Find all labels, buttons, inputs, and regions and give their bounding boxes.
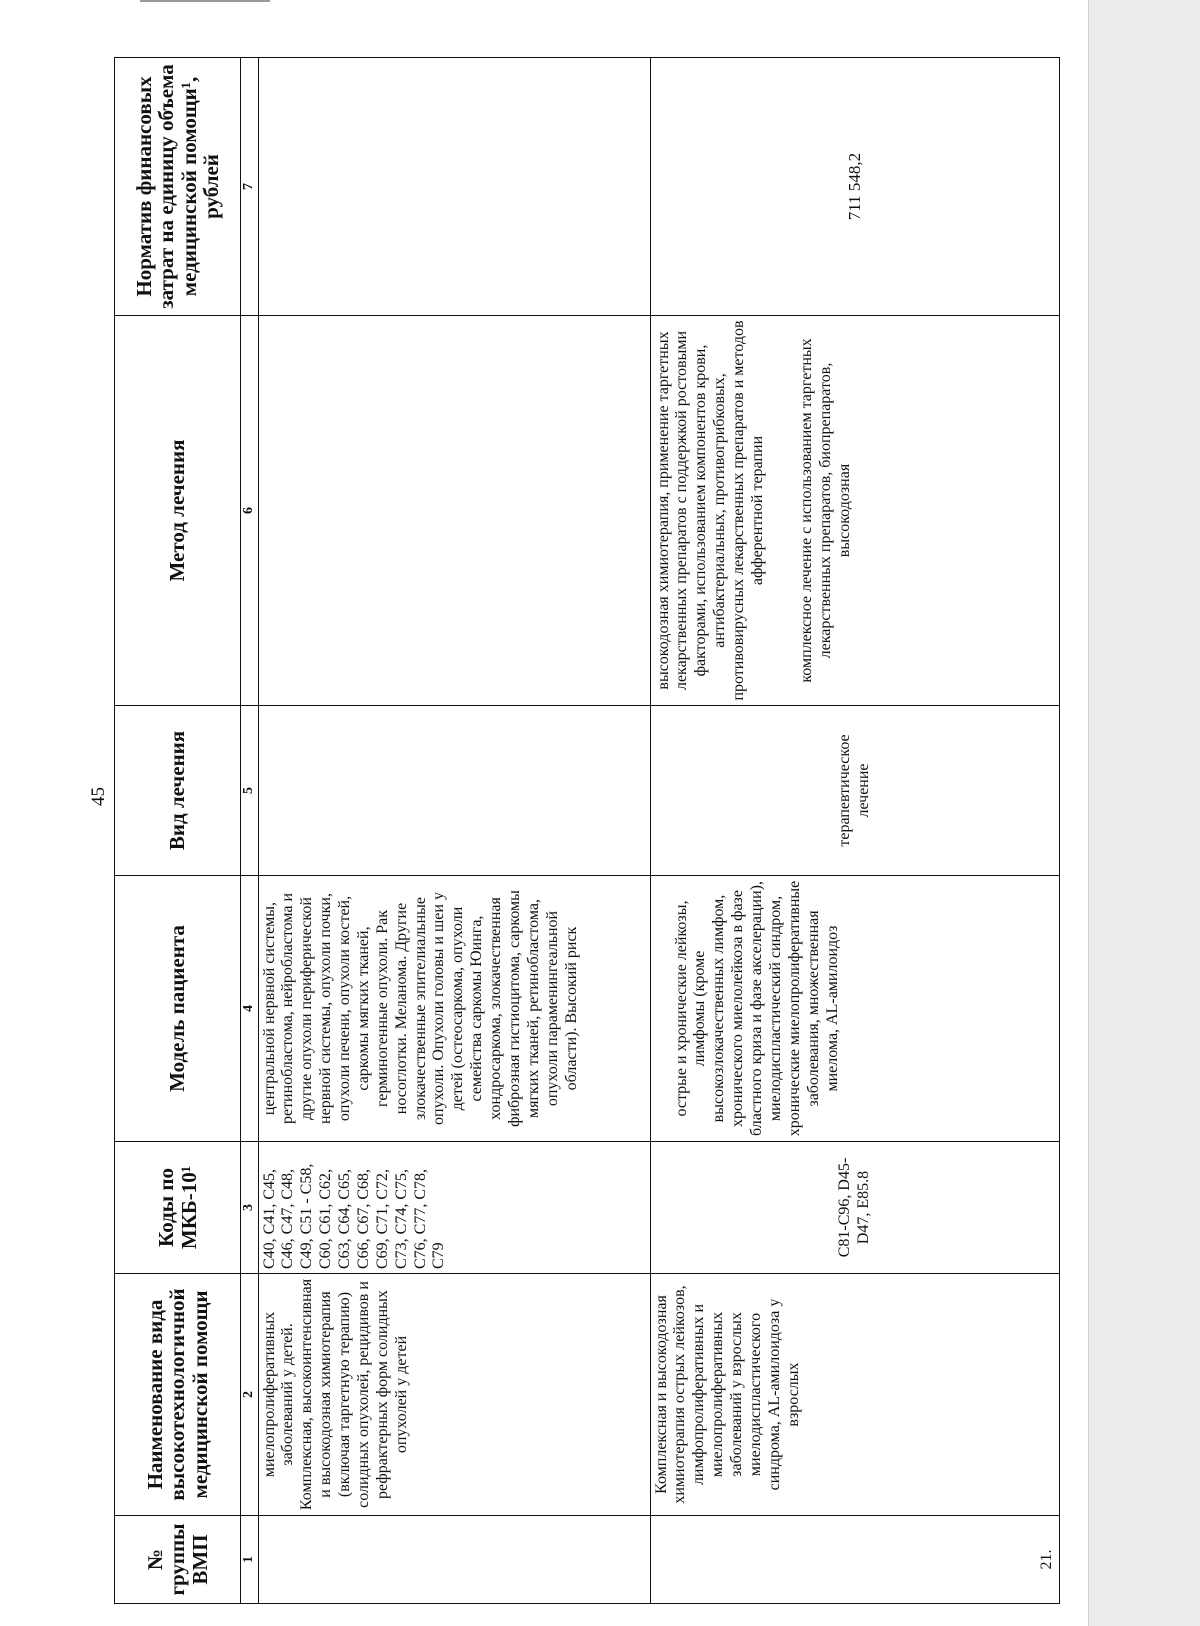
header-codes: Коды по МКБ-10¹ bbox=[115, 1142, 241, 1274]
row1-cost bbox=[258, 58, 650, 316]
row2-method bbox=[650, 316, 1059, 706]
row1-method bbox=[258, 316, 650, 706]
row2-codes: C81-C96, D45-D47, E85.8 bbox=[650, 1142, 1059, 1274]
colnum-3: 3 bbox=[241, 1142, 259, 1274]
row2-method-b: комплексное лечение с использованием таргетных лекарственных препаратов, биопрепаратов, высокодозная bbox=[797, 338, 853, 683]
table-row bbox=[258, 58, 650, 1604]
row2-patient-model: острые и хронические лейкозы, лимфомы (кроме высокозлокачественных лимфом, хронического миелолейкоза в фазе бластного криза и фазе акселерации), миелодиспластический синдром, хронические миелопролиферативные заболевания, множественная миелома, AL-амилоидоз bbox=[650, 876, 1059, 1142]
header-treatment-type: Вид лечения bbox=[115, 706, 241, 876]
header-group-no: № группы ВМП bbox=[115, 1516, 241, 1604]
header-name: Наименование вида высокотехнологичной медицинской помощи bbox=[115, 1274, 241, 1516]
colnum-6: 6 bbox=[241, 316, 259, 706]
page-number: 45 bbox=[88, 787, 109, 806]
row1-patient-model: центральной нервной системы, ретинобластома, нейробластома и другие опухоли периферической нервной системы, опухоли почки, опухоли печени, опухоли костей, саркомы мягких тканей, герминогенные опухоли. Рак носоглотки. Меланома. Другие злокачественные эпителиальные опухоли. Опухоли головы и шеи у детей (остеосаркома, опухоли семейства саркомы Юинга, хондросаркома, злокачественная фиброзная гистиоцитома, саркомы мягких тканей, ретинобластома, опухоли параменингеальной области). Высокий риск bbox=[258, 876, 650, 1142]
row1-name: миелопролиферативных заболеваний у детей. Комплексная, высокоинтенсивная и высокодозная химиотерапия (включая таргетную терапию) солидных опухолей, рецидивов и рефрактерных форм солидных опухолей у детей bbox=[258, 1274, 650, 1516]
column-number-row bbox=[241, 58, 259, 1604]
row2-treatment-type: терапевтическое лечение bbox=[650, 706, 1059, 876]
header-row bbox=[115, 58, 241, 1604]
rotated-table-wrapper bbox=[114, 58, 1060, 1604]
table-row bbox=[650, 58, 1059, 1604]
colnum-7: 7 bbox=[241, 58, 259, 316]
row2-name: Комплексная и высокодозная химиотерапия острых лейкозов, лимфопролиферативных и миелопролиферативных заболеваний у взрослых миелодиспластического синдрома, AL-амилоидоза у взрослых bbox=[650, 1274, 1059, 1516]
row2-method-a: высокодозная химиотерапия, применение таргетных лекарственных препаратов с поддержкой ростовыми факторами, использованием компонентов крови, антибактериальных, противогрибковых, противовирусных лекарственных препаратов и методов афферентной терапии bbox=[654, 320, 766, 701]
scan-margin-strip bbox=[1088, 0, 1200, 1626]
header-cost: Норматив финансовых затрат на единицу объема медицинской помощи¹, рублей bbox=[115, 58, 241, 316]
row2-group-no: 21. bbox=[650, 1516, 1059, 1604]
row1-group-no bbox=[258, 1516, 650, 1604]
header-patient-model: Модель пациента bbox=[115, 876, 241, 1142]
colnum-2: 2 bbox=[241, 1274, 259, 1516]
vmp-table bbox=[114, 57, 1060, 1604]
row1-treatment-type bbox=[258, 706, 650, 876]
colnum-1: 1 bbox=[241, 1516, 259, 1604]
colnum-4: 4 bbox=[241, 876, 259, 1142]
header-method: Метод лечения bbox=[115, 316, 241, 706]
row2-cost: 711 548,2 bbox=[650, 58, 1059, 316]
colnum-5: 5 bbox=[241, 706, 259, 876]
scan-top-mark bbox=[140, 0, 270, 8]
row1-codes: C40, C41, C45, C46, C47, C48, C49, C51 - C58, C60, C61, C62, C63, C64, C65, C66, C67, C68, C69, C71, C72, C73, C74, C75, C76, C77, C78, C79 bbox=[258, 1142, 650, 1274]
